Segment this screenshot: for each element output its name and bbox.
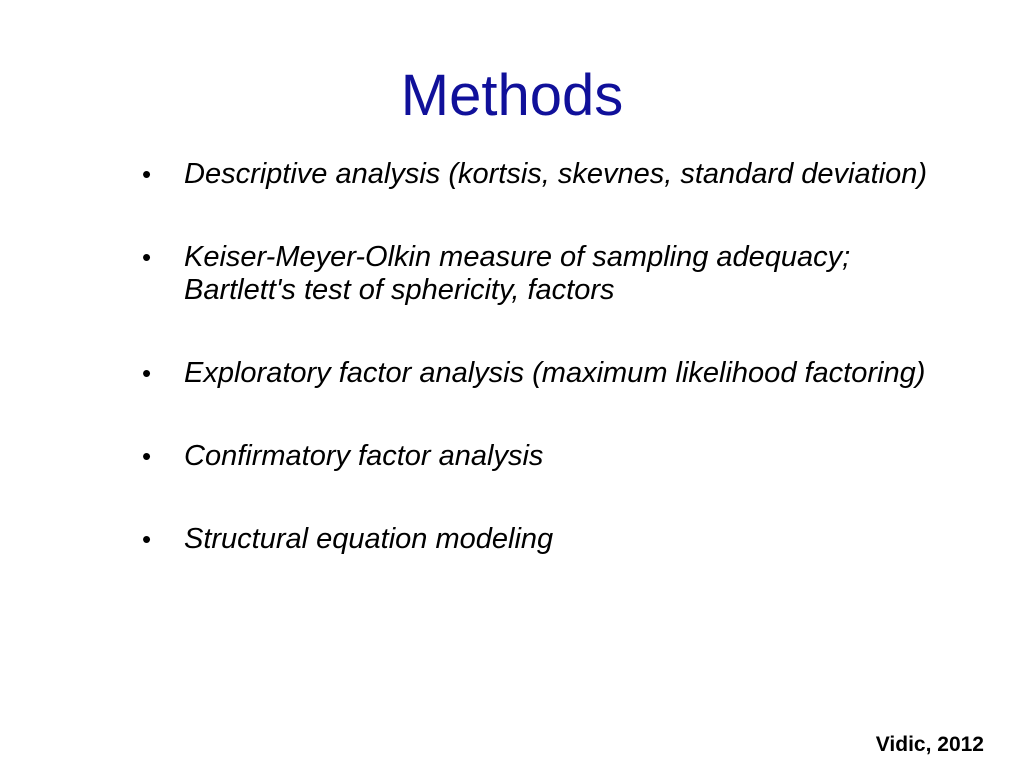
bullet-text: Keiser-Meyer-Olkin measure of sampling adequacy; Bartlett's test of sphericity, factors [184,241,851,306]
bullet-item [138,241,938,307]
footer-citation: Vidic, 2012 [875,733,984,756]
bullet-item [138,523,938,556]
bullet-icon: • [142,441,152,471]
bullet-item [138,440,938,473]
bullet-text: Exploratory factor analysis (maximum likelihood factoring) [184,357,926,389]
bullet-list [138,158,938,606]
slide-title: Methods [400,63,624,128]
bullet-text: Confirmatory factor analysis [184,440,544,472]
bullet-item [138,357,938,390]
bullet-icon: • [142,159,152,189]
bullet-icon: • [142,242,152,272]
bullet-item [138,158,938,191]
bullet-icon: • [142,524,152,554]
bullet-text: Descriptive analysis (kortsis, skevnes, standard deviation) [184,158,928,190]
bullet-icon: • [142,358,152,388]
bullet-text: Structural equation modeling [184,523,554,555]
